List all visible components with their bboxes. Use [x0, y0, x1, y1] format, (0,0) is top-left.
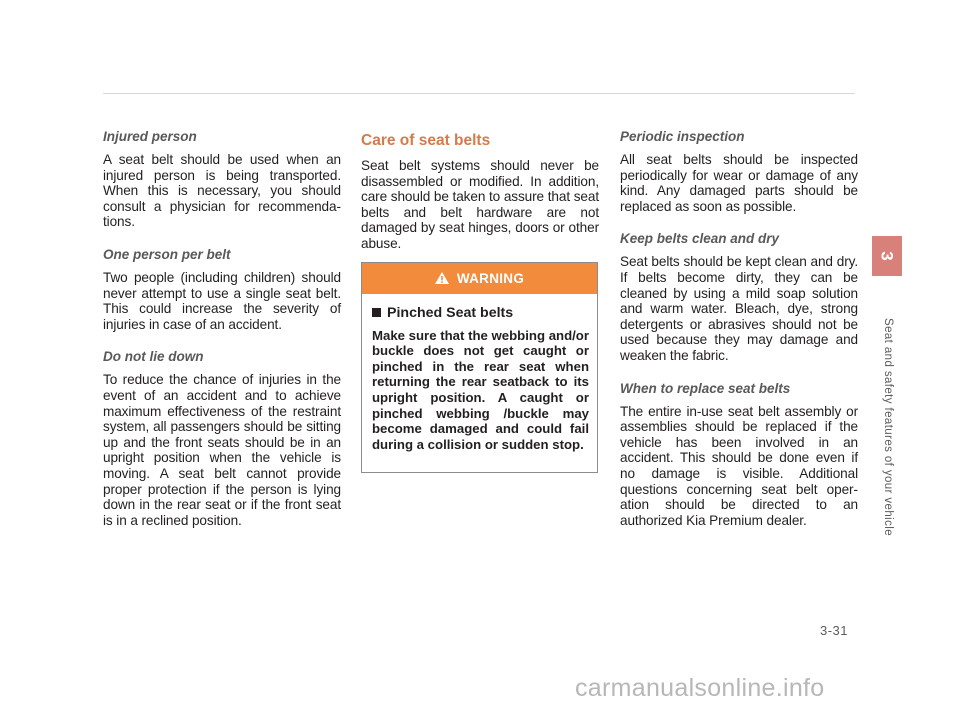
warning-header	[362, 263, 597, 294]
chapter-label: Seat and safety features of your vehicle	[882, 318, 894, 537]
section-do-not-lie-down	[103, 348, 341, 528]
top-divider	[103, 93, 855, 94]
section-when-to-replace	[620, 380, 858, 529]
warning-title-text: Pinched Seat belts	[387, 304, 514, 321]
section-heading: Periodic inspection	[620, 129, 745, 144]
chapter-tab	[872, 236, 902, 276]
bullet-square-icon	[372, 308, 381, 317]
care-of-seat-belts-title: Care of seat belts	[361, 132, 491, 149]
section-text: A seat belt should be used when an injured person is being transported. When this is necessary, you should consult a physician for recommendations.	[103, 152, 341, 230]
care-of-seat-belts-text: Seat belt systems should never be disassembled or modified. In addition, care should be taken to assure that seat belts and belt hardware are not damaged by seat hinges, doors or other abuse.	[361, 158, 599, 251]
watermark: carmanualsonline.info	[575, 674, 825, 702]
section-text: Seat belts should be kept clean and dry. If belts become dirty, they can be cleaned by using a mild soap solution and warm water. Bleach, dye, strong detergents or abrasives should not be used because they may damage and weaken the fabric.	[620, 254, 858, 363]
warning-box	[361, 262, 598, 473]
column-1	[103, 128, 341, 544]
section-heading: One person per belt	[103, 246, 231, 262]
column-2	[361, 128, 599, 473]
warning-label: WARNING	[456, 270, 525, 286]
section-text: To reduce the chance of injuries in the event of an accident and to achieve maximum effectiveness of the restraint system, all passengers should be sitting up and the front seats should be in an upright position when the vehicle is moving. A seat belt cannot provide proper protection if the person is lying down in the rear seat or if the front seat is in a reclined position.	[103, 372, 341, 528]
warning-triangle-icon	[435, 272, 449, 284]
section-heading: When to replace seat belts	[620, 380, 791, 396]
section-heading: Keep belts clean and dry	[620, 231, 780, 247]
warning-text: Make sure that the webbing and/or buckle does not get caught or pinched in the rear seat when returning the rear seatback to its upright position. A caught or pinched webbing /buckle may become damaged and could fail during a collision or sudden stop.	[372, 327, 589, 452]
warning-body	[362, 294, 597, 453]
warning-title	[372, 305, 589, 321]
section-text: All seat belts should be inspected periodically for wear or damage of any kind. Any damaged parts should be replaced as soon as possible.	[620, 152, 858, 214]
section-one-person-per-belt	[103, 246, 341, 332]
section-text: The entire in-use seat belt assembly or assemblies should be replaced if the vehicle has been involved in an accident. This should be done even if no damage is visible. Additional questions concerning seat belt operation should be directed to an authorized Kia Premium dealer.	[620, 403, 858, 528]
section-heading: Do not lie down	[103, 349, 204, 365]
section-periodic-inspection	[620, 128, 858, 214]
section-keep-belts-clean	[620, 230, 858, 363]
page-number: 3-31	[820, 623, 849, 638]
section-heading: Injured person	[103, 129, 197, 144]
section-injured-person	[103, 128, 341, 230]
section-text: Two people (including children) should never attempt to use a single seat belt. This could increase the severity of injuries in case of an accident.	[103, 269, 341, 332]
column-3	[620, 128, 858, 544]
chapter-number: 3	[878, 251, 897, 261]
